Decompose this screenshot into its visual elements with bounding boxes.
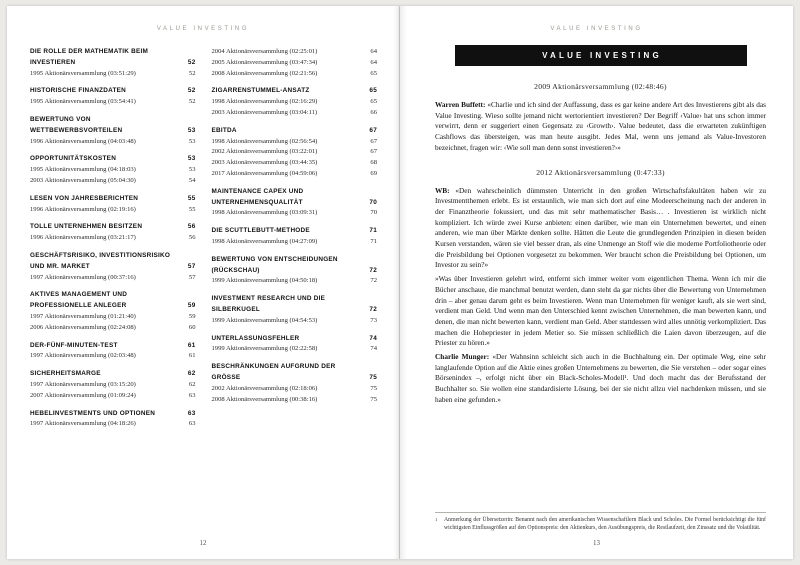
- toc-label: HEBELINVESTMENTS UND OPTIONEN: [30, 409, 156, 417]
- toc-page-number: 75: [370, 384, 377, 392]
- toc-label: 1999 Aktionärsversammlung (02:22:58): [211, 345, 318, 353]
- section-heading: 2012 Aktionärsversammlung (0:47:33): [536, 167, 665, 177]
- toc-label: 2003 Aktionärsversammlung (03:44:35): [211, 159, 318, 167]
- toc-entry: [212, 395, 378, 406]
- toc-page-number: 65: [370, 69, 377, 77]
- toc-group: [212, 86, 378, 118]
- toc-page-number: 53: [187, 126, 196, 134]
- toc-page-number: 53: [188, 166, 196, 174]
- toc-page-number: 67: [369, 126, 377, 134]
- speaker-name: WB:: [435, 185, 456, 195]
- toc-column-2: [212, 47, 378, 437]
- toc-page-number: 59: [187, 302, 196, 310]
- toc-label: 1999 Aktionärsversammlung (04:54:53): [211, 316, 318, 324]
- toc-label: 2008 Aktionärsversammlung (02:21:56): [211, 69, 318, 77]
- toc-section-title: [30, 86, 196, 97]
- speaker-name: Charlie Munger:: [435, 352, 493, 362]
- toc-page-number: 65: [370, 98, 377, 106]
- toc-group: [30, 222, 196, 244]
- toc-entry: [212, 158, 378, 169]
- toc-label: 1995 Aktionärsversammlung (03:51:29): [30, 69, 136, 77]
- running-header-right: VALUE INVESTING: [550, 26, 643, 32]
- toc-page-number: 75: [370, 395, 377, 403]
- footnote-marker: 1: [435, 517, 438, 523]
- body-paragraph: Warren Buffett: «Charlie und ich sind der Auffassung, dass es gar keine andere Art des Investierens gibt als das Value Investing. Wieso sollte jemand nicht wertorientiert investieren? Der Begriff ‹Value› hat uns schon immer verwirrt, denn er suggeriert einen Gegensatz zu ‹Growth›. Value bedeutet, dass die erwarteten zukünftigen Cashflows das übersteigen, was man heute ausgibt. Jedes Mal, wenn uns jemand als Value-Investoren bezeichnet, fragen wir: ‹Wie soll man denn sonst investieren?›»: [435, 100, 766, 152]
- toc-label: 2002 Aktionärsversammlung (02:18:06): [211, 384, 318, 392]
- toc-group: [212, 334, 378, 356]
- toc-entry: [212, 169, 378, 180]
- body-paragraph: Charlie Munger: «Der Wahnsinn schleicht sich auch in die Buchhaltung ein. Der optimale Weg, eine sehr langlaufende Option auf die Aktie eines großen Unternehmens zu bewerten, die Sie verstehen – oder sogar eines Börsenindex –, erfolgt nicht über ein Black-Scholes-Modell¹. Und doch macht das der Berufsstand der Buchhalter so. Sie wollen eine standardisierte Lösung, bei der sie nicht allzu viel nachdenken müssen, und sie haben eine gefunden.»: [435, 352, 766, 404]
- toc-page-number: 68: [370, 159, 377, 167]
- toc-label: LESEN VON JAHRESBERICHTEN: [30, 194, 139, 202]
- toc-page-number: 52: [188, 98, 196, 106]
- toc-entry: [30, 273, 196, 284]
- body-paragraph: »Was über Investieren gelehrt wird, entfernt sich immer weiter vom eigentlichen Thema. Wenn ich mir die Bücher anschaue, die manchmal benutzt werden, dann steht da gar nichts über die Bewertung von Unternehmen drin – aber genau darum geht es beim Investieren. Wenn man Unternehmen für weniger kauft, als sie wert sind, verdient man Geld. Und wenn man den Unterschied kennt zwischen Unternehmen, die man bewerten kann, und denen, die man nicht bewerten kann, verdient man Geld. Aber stattdessen wird alles unnötig verkompliziert. Das machen die Hohepriester in jedem Metier so. Sie müssen schließlich die Laien davon überzeugen, auf die Priester zu hören.»: [435, 274, 766, 348]
- toc-group: [30, 409, 196, 431]
- toc-page-number: 71: [370, 237, 377, 245]
- toc-group: [212, 294, 378, 326]
- toc-page-number: 53: [188, 137, 196, 145]
- toc-page-number: 67: [370, 148, 377, 156]
- toc-label: 1996 Aktionärsversammlung (03:21:17): [30, 234, 136, 242]
- toc-entry: [212, 384, 378, 395]
- footnote-text: Anmerkung der Übersetzerin: Benannt nach den amerikanischen Wissenschaftlern Black und Scholes. Die Formel berücksichtigt die fünf wichtigsten Einflussgrößen auf den Optionspreis: den Aktienkurs, den Ausübungspreis, die Restlaufzeit, den Zinssatz und die Volatilität.: [444, 517, 766, 532]
- toc-group: [212, 255, 378, 287]
- toc-entry: [30, 312, 196, 323]
- toc-entry: [30, 380, 196, 391]
- toc-page-number: 71: [369, 227, 377, 235]
- toc-page-number: 72: [369, 305, 377, 313]
- toc-section-title: [30, 290, 196, 312]
- toc-entry: [30, 323, 196, 334]
- toc-page-number: 64: [370, 48, 377, 55]
- toc-section-title: [212, 126, 378, 137]
- toc-page-number: 56: [188, 234, 196, 242]
- toc-page-number: 73: [370, 316, 377, 324]
- toc-section-title: [30, 115, 196, 137]
- toc-label: 2003 Aktionärsversammlung (03:04:11): [211, 108, 318, 116]
- toc-page-number: 75: [369, 373, 377, 381]
- toc-label: INVESTMENT RESEARCH UND DIE SILBERKUGEL: [211, 295, 326, 313]
- toc-label: BEWERTUNG VON ENTSCHEIDUNGEN (RÜCKSCHAU): [211, 255, 338, 274]
- toc-label: 1997 Aktionärsversammlung (02:03:48): [30, 352, 136, 360]
- toc-section-title: [30, 341, 196, 352]
- toc-label: 1997 Aktionärsversammlung (00:37:16): [30, 273, 136, 281]
- toc-page-number: 72: [369, 266, 377, 274]
- toc-page-number: 65: [369, 87, 377, 95]
- toc-page-number: 55: [187, 194, 196, 202]
- toc-section-title: [212, 294, 378, 316]
- toc-label: SICHERHEITSMARGE: [30, 370, 101, 378]
- toc-label: MAINTENANCE CAPEX UND UNTERNEHMENSQUALITÄT: [211, 187, 304, 206]
- toc-label: TOLLE UNTERNEHMEN BESITZEN: [30, 223, 143, 231]
- toc-label: 1997 Aktionärsversammlung (03:15:20): [30, 380, 136, 388]
- toc-group: [212, 47, 378, 79]
- toc-group: [30, 369, 196, 401]
- toc-section-title: [30, 47, 196, 69]
- toc-page-number: 63: [188, 391, 196, 399]
- toc-section-title: [212, 362, 378, 384]
- toc-label: GESCHÄFTSRISIKO, INVESTITIONSRISIKO UND MR. MARKET: [30, 251, 171, 270]
- toc-label: 2006 Aktionärsversammlung (02:24:08): [30, 323, 136, 331]
- toc-entry: [212, 147, 378, 158]
- toc-page-number: 74: [370, 345, 377, 353]
- toc-entry: [212, 97, 378, 108]
- toc-section-title: [212, 86, 378, 97]
- toc-label: 1995 Aktionärsversammlung (04:18:03): [30, 166, 136, 174]
- toc-page-number: 62: [187, 370, 196, 378]
- toc-group: [212, 362, 378, 405]
- toc-entry: [212, 276, 378, 287]
- toc-page-number: 61: [188, 352, 196, 360]
- toc-page-number: 53: [187, 155, 196, 163]
- toc-entry: [30, 97, 196, 108]
- toc-label: 1999 Aktionärsversammlung (04:50:18): [211, 277, 318, 285]
- toc-entry: [30, 69, 196, 80]
- toc-entry: [212, 237, 378, 248]
- page-number-left: 12: [199, 539, 207, 547]
- toc-label: DIE ROLLE DER MATHEMATIK BEIM INVESTIEREN: [30, 48, 149, 66]
- footnote: [435, 512, 766, 533]
- section-heading: 2009 Aktionärsversammlung (02:48:46): [534, 82, 667, 91]
- toc-page-number: 59: [188, 312, 196, 320]
- toc-label: 2004 Aktionärsversammlung (02:25:01): [211, 48, 318, 55]
- toc-label: EBITDA: [211, 126, 237, 134]
- speaker-name: Warren Buffett:: [435, 100, 488, 109]
- chapter-title-banner: VALUE INVESTING: [455, 45, 747, 66]
- toc-label: 1997 Aktionärsversammlung (04:18:26): [30, 420, 136, 428]
- toc-group: [30, 290, 196, 333]
- toc-label: 1998 Aktionärsversammlung (03:09:31): [211, 209, 318, 217]
- toc-section-title: [30, 369, 196, 380]
- toc-label: 2017 Aktionärsversammlung (04:59:06): [211, 169, 318, 177]
- toc-entry: [30, 205, 196, 216]
- page-number-right: 13: [593, 539, 600, 547]
- body-content: [435, 68, 766, 498]
- toc-entry: [212, 58, 378, 69]
- toc-entry: [30, 176, 196, 187]
- toc-page-number: 63: [187, 409, 196, 417]
- toc-group: [30, 154, 196, 186]
- toc-label: ZIGARRENSTUMMEL-ANSATZ: [211, 87, 310, 95]
- toc-page-number: 52: [188, 69, 196, 77]
- toc-label: 1998 Aktionärsversammlung (02:56:54): [211, 137, 318, 145]
- toc-page-number: 60: [188, 323, 196, 331]
- running-header-left: VALUE INVESTING: [156, 26, 250, 32]
- toc-page-number: 56: [187, 223, 196, 231]
- toc-entry: [212, 316, 378, 327]
- toc-page-number: 74: [369, 334, 377, 342]
- toc-section-title: [212, 334, 378, 345]
- toc-entry: [30, 391, 196, 402]
- toc-group: [212, 226, 378, 248]
- toc-group: [212, 126, 378, 180]
- toc-page-number: 54: [188, 176, 196, 184]
- toc-entry: [30, 233, 196, 244]
- toc-label: 1995 Aktionärsversammlung (03:54:41): [30, 98, 136, 106]
- right-page: [400, 6, 793, 559]
- toc-entry: [212, 47, 378, 58]
- toc-entry: [212, 69, 378, 80]
- toc-group: [30, 194, 196, 216]
- toc-page-number: 52: [187, 87, 196, 95]
- toc-label: HISTORISCHE FINANZDATEN: [30, 87, 127, 95]
- toc-section-title: [212, 255, 378, 277]
- toc-label: 2003 Aktionärsversammlung (05:04:30): [30, 176, 136, 184]
- toc-label: 1997 Aktionärsversammlung (01:21:40): [30, 312, 136, 320]
- toc-group: [30, 115, 196, 147]
- toc-page-number: 63: [188, 420, 196, 428]
- toc-section-title: [30, 194, 196, 205]
- toc-label: AKTIVES MANAGEMENT UND PROFESSIONELLE ANLEGER: [30, 291, 128, 310]
- toc-page-number: 64: [370, 58, 377, 66]
- toc-label: BESCHRÄNKUNGEN AUFGRUND DER GRÖSSE: [211, 363, 336, 381]
- toc-page-number: 67: [370, 137, 377, 145]
- toc-page-number: 57: [187, 262, 196, 270]
- toc-label: BEWERTUNG VON WETTBEWERBSVORTEILEN: [30, 115, 123, 134]
- toc-entry: [212, 208, 378, 219]
- toc-group: [212, 187, 378, 219]
- toc-page-number: 70: [369, 198, 377, 206]
- toc-entry: [212, 108, 378, 119]
- toc-label: DER-FÜNF-MINUTEN-TEST: [30, 341, 118, 349]
- toc-section-title: [30, 154, 196, 165]
- toc-page-number: 61: [187, 341, 196, 349]
- toc-label: DIE SCUTTLEBUTT-METHODE: [211, 227, 310, 235]
- toc-entry: [30, 137, 196, 148]
- toc-entry: [30, 419, 196, 430]
- toc-entry: [212, 137, 378, 148]
- toc-label: 1998 Aktionärsversammlung (04:27:09): [211, 237, 318, 245]
- toc-page-number: 62: [188, 380, 196, 388]
- toc-entry: [30, 351, 196, 362]
- left-page: [7, 6, 400, 559]
- toc-page-number: 66: [370, 108, 377, 116]
- toc-section-title: [212, 187, 378, 209]
- toc-label: 1998 Aktionärsversammlung (02:16:29): [211, 98, 318, 106]
- toc-label: 2002 Aktionärsversammlung (03:22:01): [211, 148, 318, 156]
- right-page-inner: [400, 45, 793, 498]
- toc-page-number: 55: [188, 205, 196, 213]
- toc-label: 2005 Aktionärsversammlung (03:47:34): [211, 58, 318, 66]
- toc-entry: [30, 165, 196, 176]
- toc-page-number: 72: [370, 277, 377, 285]
- toc-label: UNTERLASSUNGSFEHLER: [211, 334, 300, 342]
- toc-label: 1996 Aktionärsversammlung (04:03:48): [30, 137, 136, 145]
- toc-section-title: [30, 222, 196, 233]
- toc-group: [30, 47, 196, 79]
- toc-page-number: 70: [370, 209, 377, 217]
- toc-section-title: [30, 251, 196, 273]
- toc-section-title: [212, 226, 378, 237]
- body-paragraph: WB: «Den wahrscheinlich dümmsten Unterricht in den großen Wirtschaftsfakultäten haben wir zu Investmentthemen erlebt. Es ist erstaunlich, wie man sich dort auf eine Modeerscheinung nach der anderen in der Finanztheorie fokussiert, und das mit sehr mathematischer Basis… . Investieren ist wirklich nicht kompliziert. Ich würde zwei Kurse anbieten: einen darüber, wie man ein Unternehmen bewertet, und einen anderen, wie man über Märkte denken sollte. Hätten die Leute die grundlegenden Prinzipien in diesen beiden Kursen verstanden, wären sie viel besser dran, als eine Unmenge an Stoff wie die moderne Portfoliotheorie oder die Preisbildung bei Optionen vorgesetzt zu bekommen. Wer braucht schon die Preisbildung bei Optionen, um Investor zu sein?»: [435, 185, 766, 270]
- toc-page-number: 52: [187, 58, 196, 66]
- table-of-contents: [7, 47, 399, 437]
- toc-label: 2008 Aktionärsversammlung (00:38:16): [211, 395, 318, 403]
- toc-label: OPPORTUNITÄTSKOSTEN: [30, 155, 117, 163]
- toc-label: 2007 Aktionärsversammlung (01:09:24): [30, 391, 136, 399]
- toc-page-number: 69: [370, 169, 377, 177]
- toc-section-title: [30, 409, 196, 420]
- toc-group: [30, 86, 196, 108]
- toc-entry: [212, 344, 378, 355]
- toc-label: 1996 Aktionärsversammlung (02:19:16): [30, 205, 136, 213]
- toc-group: [30, 251, 196, 283]
- toc-column-1: [30, 47, 196, 437]
- toc-group: [30, 341, 196, 363]
- toc-page-number: 57: [188, 273, 196, 281]
